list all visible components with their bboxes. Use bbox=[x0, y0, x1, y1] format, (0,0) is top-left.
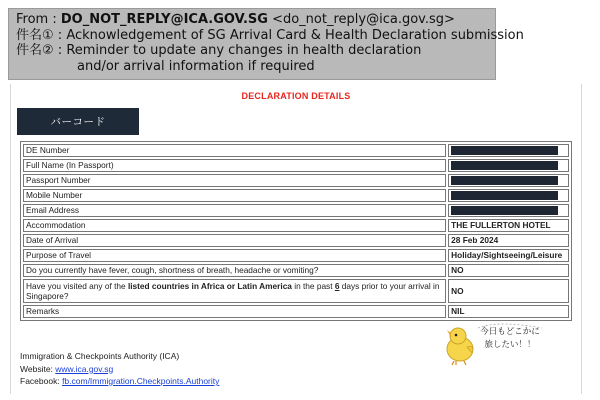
row-label: Do you currently have fever, cough, shortness of breath, headache or vomiting? bbox=[23, 264, 446, 277]
row-value: 28 Feb 2024 bbox=[448, 234, 569, 247]
table-row bbox=[23, 264, 569, 277]
redaction-bar bbox=[451, 176, 558, 185]
row-value: Holiday/Sightseeing/Leisure bbox=[448, 249, 569, 262]
subject-2-label: 件名② : bbox=[16, 43, 67, 58]
table-row bbox=[23, 219, 569, 232]
row-label: Passport Number bbox=[23, 174, 446, 187]
row-label: Remarks bbox=[23, 305, 446, 318]
row-label: Email Address bbox=[23, 204, 446, 217]
table-row bbox=[23, 144, 569, 157]
subject-2-text-line2: and/or arrival information if required bbox=[77, 58, 315, 74]
label-days: 6 bbox=[334, 281, 340, 291]
declaration-table bbox=[20, 141, 572, 321]
section-title: DECLARATION DETAILS bbox=[241, 91, 351, 101]
from-line bbox=[16, 12, 495, 28]
subject-2-continuation bbox=[16, 59, 495, 75]
row-label: Mobile Number bbox=[23, 189, 446, 202]
facebook-link[interactable]: fb.com/Immigration.Checkpoints.Authority bbox=[62, 376, 220, 386]
sticker-line2: 旅したい！！ bbox=[484, 340, 536, 350]
subject-2-text-line1: Reminder to update any changes in health declaration bbox=[66, 43, 422, 58]
row-value-redacted bbox=[448, 159, 569, 172]
table-row bbox=[23, 249, 569, 262]
footer-org: Immigration & Checkpoints Authority (ICA) bbox=[20, 351, 180, 361]
row-value-redacted bbox=[448, 189, 569, 202]
email-header bbox=[8, 8, 524, 80]
redaction-bar bbox=[451, 146, 558, 155]
table-row bbox=[23, 204, 569, 217]
subject-1-label: 件名① : bbox=[16, 27, 67, 43]
website-link[interactable]: www.ica.gov.sg bbox=[55, 363, 114, 374]
subject-1-text: Acknowledgement of SG Arrival Card & Health Declaration submission bbox=[66, 27, 524, 43]
table-row bbox=[23, 279, 569, 303]
table-row bbox=[23, 189, 569, 202]
row-label: Full Name (In Passport) bbox=[23, 159, 446, 172]
row-value: NIL bbox=[448, 305, 569, 318]
from-prefix: From : bbox=[16, 12, 61, 27]
from-sender: DO_NOT_REPLY@ICA.GOV.SG bbox=[60, 12, 268, 27]
row-label bbox=[23, 279, 446, 303]
subject-2-line bbox=[16, 43, 495, 59]
row-label: Date of Arrival bbox=[23, 234, 446, 247]
row-label: Accommodation bbox=[23, 219, 446, 232]
row-label: Purpose of Travel bbox=[23, 249, 446, 262]
row-value: THE FULLERTON HOTEL bbox=[448, 219, 569, 232]
footer-website-label: Website: bbox=[20, 363, 56, 374]
email-footer bbox=[20, 350, 219, 388]
label-part: Have you visited any of the bbox=[26, 281, 128, 291]
from-address: <do_not_reply@ica.gov.sg> bbox=[267, 12, 455, 27]
row-value: NO bbox=[448, 279, 569, 303]
redaction-bar bbox=[451, 191, 558, 200]
row-value-redacted bbox=[448, 174, 569, 187]
row-value-redacted bbox=[448, 204, 569, 217]
row-value: NO bbox=[448, 264, 569, 277]
redaction-bar bbox=[451, 161, 558, 170]
label-part: days prior to your arrival in Singapore? bbox=[26, 281, 440, 301]
sticker-caption bbox=[470, 326, 550, 352]
redaction-bar bbox=[451, 206, 558, 215]
footer-website-line bbox=[20, 363, 219, 376]
barcode-button[interactable]: バーコード bbox=[17, 108, 139, 135]
footer-facebook-line bbox=[20, 375, 219, 388]
table-row bbox=[23, 174, 569, 187]
row-value-redacted bbox=[448, 144, 569, 157]
table-row bbox=[23, 305, 569, 318]
sticker-line1: 今日もどこかに bbox=[480, 327, 540, 337]
table-row bbox=[23, 159, 569, 172]
label-part: in the past bbox=[291, 281, 335, 291]
row-label: DE Number bbox=[23, 144, 446, 157]
footer-facebook-label: Facebook: bbox=[20, 376, 63, 386]
subject-1-line bbox=[16, 27, 524, 44]
label-bold-countries: listed countries in Africa or Latin America bbox=[127, 281, 292, 291]
table-row bbox=[23, 234, 569, 247]
